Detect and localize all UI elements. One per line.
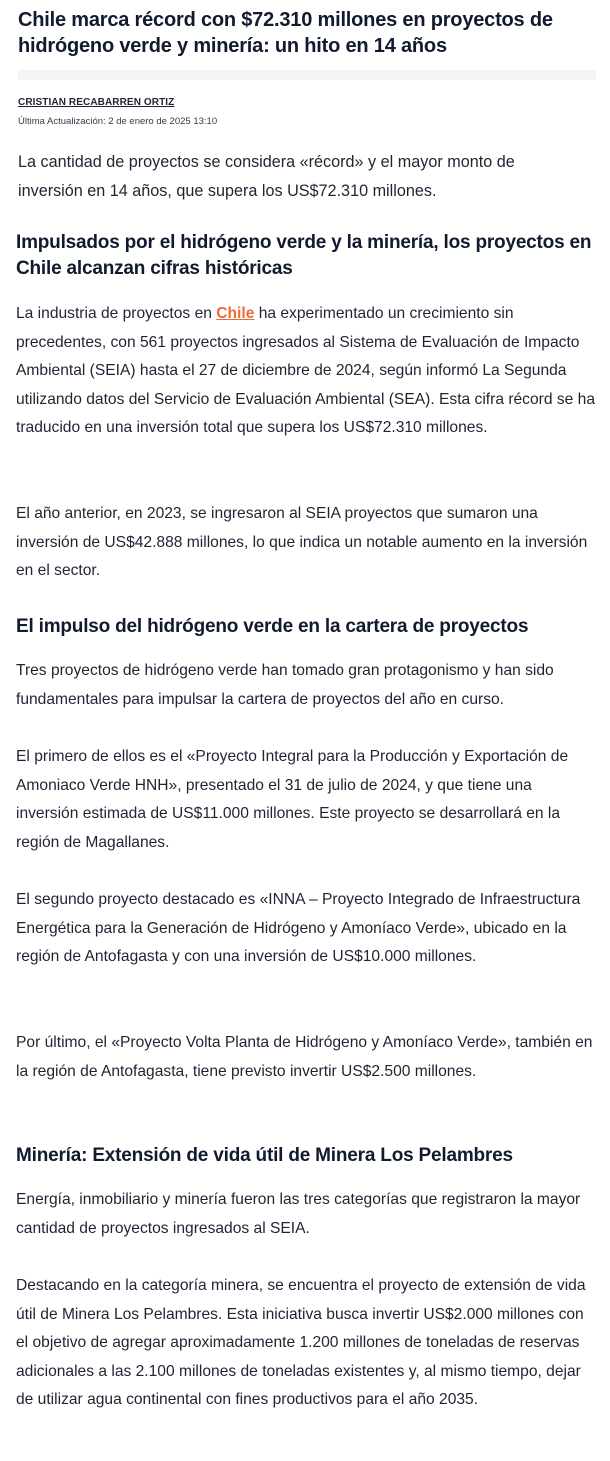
paragraph-tercer-proyecto: Por último, el «Proyecto Volta Planta de Hidrógeno y Amoníaco Verde», también en la región de Antofagasta, tiene previsto invertir US$2.500 millones. [16, 1034, 593, 1080]
paragraph-industria [16, 300, 598, 443]
paragraph-tres-proyectos: Tres proyectos de hidrógeno verde han tomado gran protagonismo y han sido fundamentales para impulsar la cartera de proyectos del año en curso. [16, 662, 554, 708]
title-divider [18, 70, 596, 80]
paragraph-categorias: Energía, inmobiliario y minería fueron las tres categorías que registraron la mayor cantidad de proyectos ingresados al SEIA. [16, 1191, 581, 1237]
author-link[interactable]: CRISTIAN RECABARREN ORTIZ [18, 97, 175, 108]
paragraph-ano-anterior: El año anterior, en 2023, se ingresaron al SEIA proyectos que sumaron una inversión de US$42.888 millones, lo que indica un notable aumento en la inversión en el sector. [16, 505, 588, 580]
paragraph-text: La industria de proyectos en [16, 305, 217, 322]
article-lede: La cantidad de proyectos se considera «récord» y el mayor monto de inversión en 14 años, que supera los US$72.310 millones. [18, 153, 515, 200]
section-heading-hidrogeno-verde: El impulso del hidrógeno verde en la cartera de proyectos [16, 616, 529, 637]
paragraph-pelambres: Destacando en la categoría minera, se encuentra el proyecto de extensión de vida útil de Minera Los Pelambres. Esta iniciativa busca invertir US$2.000 millones con el objetivo de agregar aproximadamente 1.200 millones de toneladas de reservas adicionales a las 2.100 millones de toneladas existentes y, al mismo tiempo, dejar de utilizar agua continental con fines productivos para el año 2035. [16, 1277, 586, 1409]
chile-link[interactable]: Chile [216, 305, 255, 322]
section-heading-mineria: Minería: Extensión de vida útil de Minera Los Pelambres [16, 1145, 513, 1166]
article-title: Chile marca récord con $72.310 millones en proyectos de hidrógeno verde y minería: un hito en 14 años [18, 9, 553, 57]
paragraph-primer-proyecto: El primero de ellos es el «Proyecto Integral para la Producción y Exportación de Amoniaco Verde HNH», presentado el 31 de julio de 2024, y que tiene una inversión estimada de US$11.000 millones. Este proyecto se desarrollará en la región de Magallanes. [16, 748, 569, 851]
paragraph-segundo-proyecto: El segundo proyecto destacado es «INNA – Proyecto Integrado de Infraestructura Energética para la Generación de Hidrógeno y Amoníaco Verde», ubicado en la región de Antofagasta y con una inversión de US$10.000 millones. [16, 891, 581, 966]
last-updated: Última Actualización: 2 de enero de 2025 13:10 [18, 116, 218, 127]
paragraph-text: ha experimentado un crecimiento sin precedentes, con 561 proyectos ingresados al Sistema de Evaluación de Impacto Ambiental (SEIA) hasta el 27 de diciembre de 2024, según informó La Segunda utilizando datos del Servicio de Evaluación Ambiental (SEA). Esta cifra récord se ha traducido en una inversión total que supera los US$72.310 millones. [16, 305, 596, 437]
section-heading-hidrogeno-mineria: Impulsados por el hidrógeno verde y la minería, los proyectos en Chile alcanzan cifras históricas [16, 232, 592, 279]
